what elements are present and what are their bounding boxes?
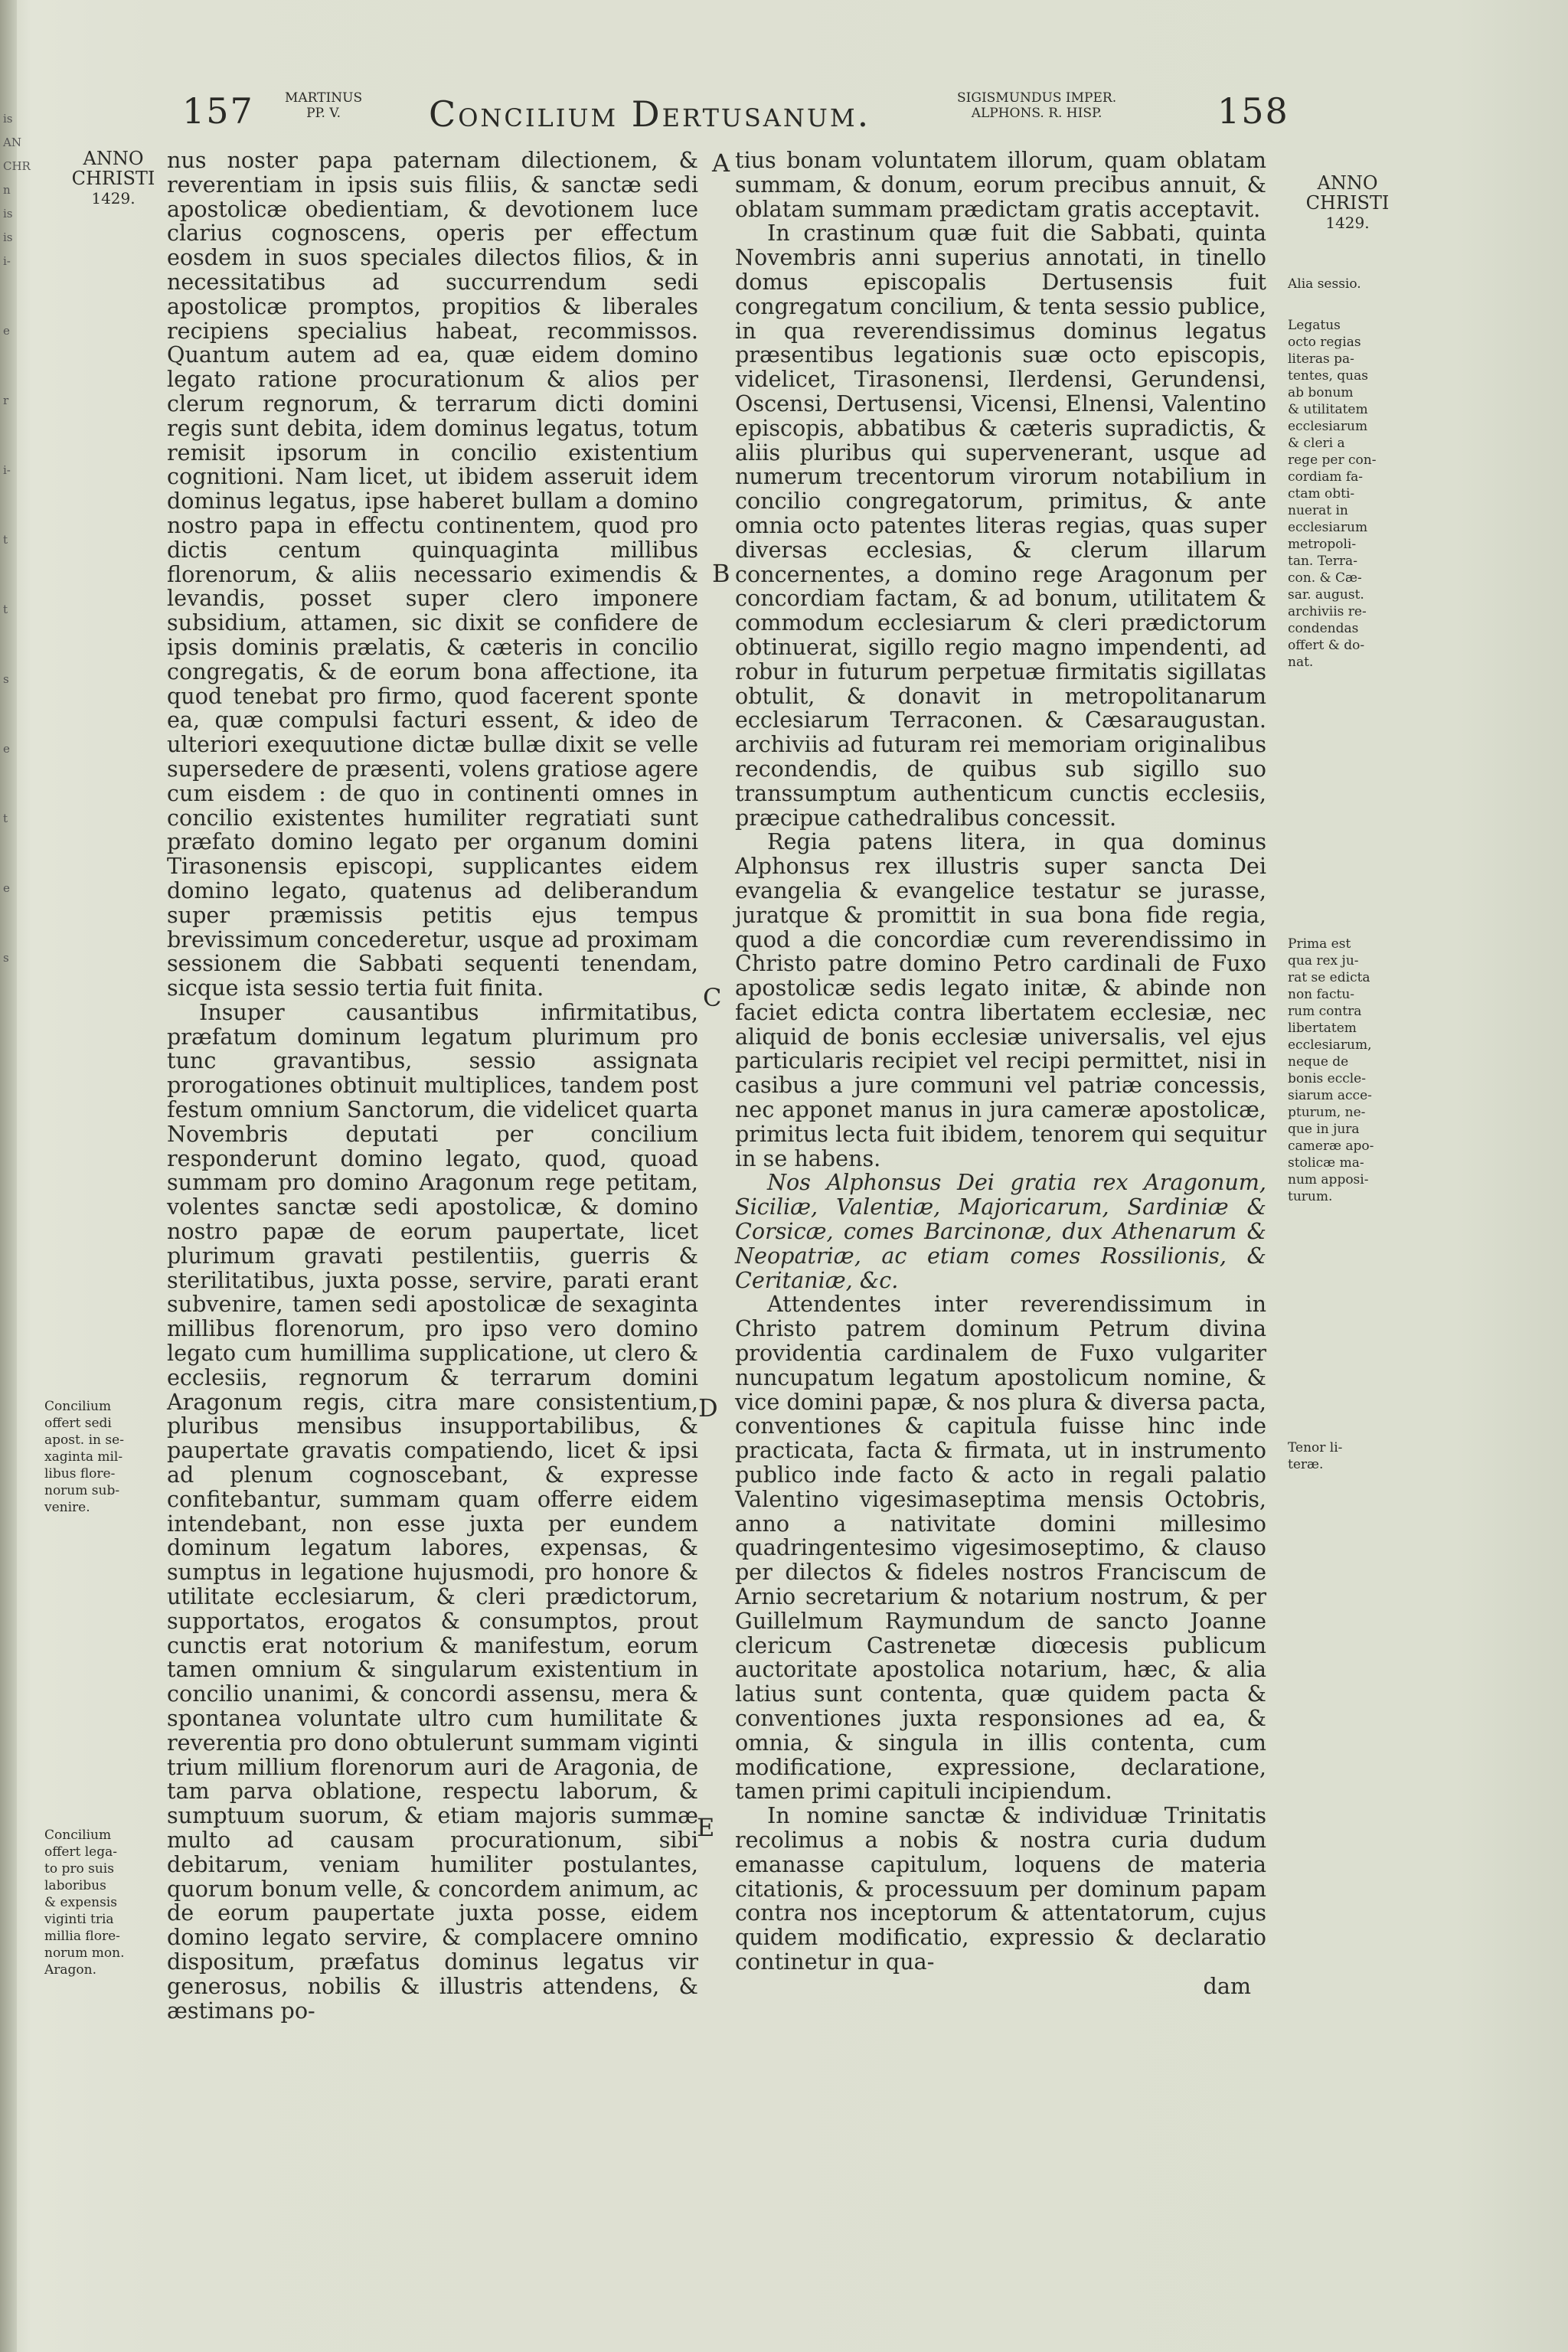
paragraph: Attendentes inter reverendissimum in Christo patrem dominum Petrum divina providentia cardinalem de Fuxo vulgariter nuncupatum legatum apostolicum nomine, & vice domini papæ, & nos plura & diversa pacta, conventiones & capitula fuisse hinc inde practicata, facta & firmata, ut in instrumento publico inde facto & acto in regali palatio Valentino vigesimaseptima mensis Octobris, anno a nativitate domini millesimo quadringentesimo vigesimoseptimo, & clauso per dilectos & fideles nostros Franciscum de Arnio secretarium & notarium nostrum, & per Guillelmum Raymundum de sancto Joanne clericum Castrenetæ diœcesis publicum auctoritate apostolica notarium, hæc, & alia latius sunt contenta, quæ quidem pacta & conventiones juxta responsiones ad ea, & omnia, & singula in illis contenta, cum modificatione, expressione, declaratione, tamen primi capituli incipiendum. bbox=[735, 1291, 1266, 1805]
margin-note-line: metropoli- bbox=[1288, 537, 1357, 552]
right-text-column bbox=[735, 149, 1266, 1999]
page-number-right: 158 bbox=[1217, 90, 1289, 132]
section-letter-a: A bbox=[712, 149, 730, 178]
christi-label: CHRISTI bbox=[1305, 192, 1390, 214]
previous-page-edge bbox=[3, 107, 29, 970]
edge-fragment: AN bbox=[3, 136, 21, 149]
margin-note-line: ecclesiarum bbox=[1288, 520, 1368, 535]
edge-fragment: n bbox=[3, 183, 11, 197]
margin-note-line: norum mon. bbox=[44, 1945, 125, 1961]
anno-label: ANNO bbox=[83, 148, 144, 169]
margin-note-line: turum. bbox=[1288, 1189, 1333, 1204]
edge-fragment: is bbox=[3, 112, 13, 126]
header-note-line: SIGISMUNDUS IMPER. bbox=[957, 90, 1117, 106]
margin-note-line: libus flore- bbox=[44, 1466, 116, 1481]
edge-fragment: e bbox=[3, 324, 10, 338]
margin-note-line: sar. august. bbox=[1288, 587, 1364, 603]
section-letter-e: E bbox=[697, 1813, 715, 1842]
paragraph: tius bonam voluntatem illorum, quam oblatam summam, & donum, eorum precibus annuit, & oblatam summam prædictam gratis acceptavit. bbox=[735, 147, 1266, 222]
margin-note-line: Aragon. bbox=[44, 1962, 97, 1978]
margin-note-line: octo regias bbox=[1288, 335, 1361, 350]
header-note-left bbox=[285, 90, 362, 121]
header-note-right bbox=[957, 90, 1116, 121]
margin-note-line: rat se edicta bbox=[1288, 970, 1370, 985]
margin-note-line: ctam obti- bbox=[1288, 486, 1355, 501]
margin-note-line: to pro suis bbox=[44, 1861, 114, 1877]
margin-note-line: ecclesiarum bbox=[1288, 419, 1368, 434]
margin-note-line: que in jura bbox=[1288, 1122, 1360, 1137]
margin-note-line: & utilitatem bbox=[1288, 402, 1368, 417]
left-margin-note-1 bbox=[44, 1398, 152, 1516]
margin-note-line: viginti tria bbox=[44, 1912, 114, 1927]
margin-note-line: literas pa- bbox=[1288, 351, 1354, 367]
header-note-line: MARTINUS bbox=[285, 90, 363, 106]
margin-note-line: neque de bbox=[1288, 1054, 1349, 1070]
margin-note-line: qua rex ju- bbox=[1288, 953, 1359, 969]
margin-note-line: millia flore- bbox=[44, 1929, 120, 1944]
margin-note-line: teræ. bbox=[1288, 1457, 1324, 1472]
margin-note-line: Concilium bbox=[44, 1399, 112, 1414]
margin-note-line: nuerat in bbox=[1288, 503, 1348, 518]
edge-fragment: CHR bbox=[3, 159, 31, 173]
paragraph: nus noster papa paternam dilectionem, & reverentiam in ipsis suis filiis, & sanctæ sedi apostolicæ obedientiam, & devotionem luce clarius cognoscens, operis per effectum eosdem in suos speciales dilectos filios, & in necessitatibus ad succurrendum sedi apostolicæ promptos, propitios & liberales recipiens specialius habeat, recommissos. Quantum autem ad ea, quæ eidem domino legato ratione procurationum & alios per clerum regnorum, & terrarum dicti domini regis sunt debita, idem dominus legatus, totum remisit ipsorum in concilio existentium cognitioni. Nam licet, ut ibidem asseruit idem dominus legatus, ipse haberet bullam a domino nostro papa in effectu continentem, quod pro dictis centum quinquaginta millibus florenorum, & aliis necessario eximendis & levandis, posset super clero imponere subsidium, attamen, sic dixit se confidere de ipsis dominis prælatis, & cæteris in concilio congregatis, & de eorum bona affectione, ita quod tenebat pro firmo, quod facerent sponte ea, quæ compulsi facturi essent, & ideo de ulteriori exequutione dictæ bullæ dixit se velle supersedere de præsenti, volens gratiose agere cum eisdem : de quo in continenti omnes in concilio existentes humiliter regratiati sunt præfato domino legato per organum domini Tirasonensis episcopi, supplicantes eidem domino legato, quatenus ad deliberandum super præmissis petitis ejus tempus brevissimum concederetur, usque ad proximam sessionem die Sabbati sequenti tenendam, sicque ista sessio tertia fuit finita. bbox=[167, 147, 698, 1001]
edge-fragment: is bbox=[3, 207, 13, 220]
edge-fragment: is bbox=[3, 230, 13, 244]
margin-note-line: laboribus bbox=[44, 1878, 106, 1893]
margin-note-line: condendas bbox=[1288, 621, 1359, 636]
margin-note-line: nat. bbox=[1288, 655, 1314, 670]
margin-note-line: non factu- bbox=[1288, 987, 1355, 1002]
paragraph: Insuper causantibus infirmitatibus, præfatum dominum legatum plurimum pro tunc gravantibus, sessio assignata prorogationes obtinuit multiplices, tandem post festum omnium Sanctorum, die videlicet quarta Novembris deputati per concilium responderunt domino legato, quod, quoad summam pro domino Aragonum rege petitam, volentes sanctæ sedi apostolicæ, & domino nostro papæ de eorum paupertate, licet plurimum gravati pestilentiis, guerris & sterilitatibus, juxta posse, servire, parati erant subvenire, tamen sedi apostolicæ de sexaginta millibus florenorum, pro ipso vero domino legato cum humillima supplicatione, ut clero & ecclesiis, regnorum & terrarum domini Aragonum regis, citra mare consistentium, pluribus mensibus insupportabilibus, & paupertate gravatis compatiendo, licet & ipsi ad plenum cognoscebant, & expresse confitebantur, summam quam offerre eidem intendebant, non esse juxta per eundem dominum legatum labores, expensas, & sumptus in legatione hujusmodi, pro honore & utilitate ecclesiarum, & cleri prædictorum, supportatos, erogatos & consumptos, prout cunctis erat notorium & manifestum, eorum tamen omnium & singularum existentium in concilio unanimi, & concordi assensu, mera & spontanea voluntate ultro cum humilitate & reverentia pro dono obtulerunt summam viginti trium millium florenorum auri de Aragonia, de tam parva oblatione, respectu laborum, & sumptuum suorum, & etiam majoris summæ multo ad causam procurationum, sibi debitarum, veniam humiliter postulantes, quorum bonum velle, & concordem animum, ac de eorum paupertate juxta posse, eidem domino legato servire, & complacere omnino dispositum, præfatus dominus legatus vir generosus, nobilis & illustris attendens, & æstimans po- bbox=[167, 998, 698, 2024]
edge-fragment: s bbox=[3, 672, 9, 686]
margin-note-line: rege per con- bbox=[1288, 452, 1377, 468]
margin-note-line: offert & do- bbox=[1288, 638, 1365, 653]
paragraph: In crastinum quæ fuit die Sabbati, quinta Novembris anni superius annotati, in tinello domus episcopalis Dertusensis fuit congregatum concilium, & tenta sessio publice, in qua reverendissimus dominus legatus præsentibus legationis suæ octo episcopis, videlicet, Tirasonensi, Ilerdensi, Gerundensi, Oscensi, Dertusensi, Vicensi, Elnensi, Valentino episcopis, abbatibus & cæteris supradictis, & aliis pluribus qui supervenerant, usque ad numerum trecentorum virorum notabilium in concilio congregatorum, primitus, & ante omnia octo patentes literas regias, quas super diversas ecclesias, & clerum illarum concernentes, a domino rege Aragonum per concordiam factam, & ad bonum, utilitatem & commodum ecclesiarum & cleri prædictorum obtinuerat, sigillo regio magno impendenti, ad robur in futurum perpetuæ firmitatis sigillatas obtulit, & donavit in metropolitanarum ecclesiarum Terraconen. & Cæsaraugustan. archiviis ad futuram rei memoriam originalibus recondendis, de quibus sub sigillo suo transsumptum authenticum cunctis ecclesiis, præcipue cathedralibus concessit. bbox=[735, 220, 1266, 831]
margin-note-line: libertatem bbox=[1288, 1021, 1357, 1036]
margin-note-line: rum contra bbox=[1288, 1004, 1362, 1019]
margin-note-line: norum sub- bbox=[44, 1483, 120, 1498]
right-margin-note-3 bbox=[1288, 936, 1403, 1205]
edge-fragment: r bbox=[3, 394, 9, 407]
anno-label: ANNO bbox=[1317, 172, 1378, 194]
margin-note-line: cameræ apo- bbox=[1288, 1138, 1374, 1154]
margin-note-line: Alia sessio. bbox=[1288, 276, 1361, 292]
paragraph: Regia patens litera, in qua dominus Alphonsus rex illustris super sancta Dei evangelia & evangelice testatur se jurasse, juratque & promittit in sua bona fide regia, quod a die concordiæ cum reverendissimo in Christo patre domino Petro cardinali de Fuxo apostolicæ sedis legato initæ, & abinde non faciet edicta contra libertatem ecclesiæ, nec aliquid de bonis ecclesiæ universalis, vel ejus particularis recipiet vel recipi permittet, nisi in casibus a jure communi vel patriæ concessis, nec apponet manus in jura cameræ apostolicæ, primitus lecta fuit ibidem, tenorem qui sequitur in se habens. bbox=[735, 828, 1266, 1171]
year-label: 1429. bbox=[91, 189, 136, 207]
margin-note-line: archiviis re- bbox=[1288, 604, 1367, 619]
page-number-left: 157 bbox=[182, 90, 254, 132]
margin-note-line: xaginta mil- bbox=[44, 1449, 123, 1465]
margin-note-line: stolicæ ma- bbox=[1288, 1155, 1364, 1171]
edge-fragment: t bbox=[3, 533, 8, 547]
margin-note-line: Legatus bbox=[1288, 318, 1341, 333]
header-note-line: ALPHONS. R. HISP. bbox=[971, 106, 1102, 121]
anno-christi-right bbox=[1294, 173, 1401, 233]
edge-fragment: t bbox=[3, 603, 8, 616]
margin-note-line: offert lega- bbox=[44, 1844, 117, 1860]
right-margin-note-1 bbox=[1288, 276, 1403, 292]
margin-note-line: tentes, quas bbox=[1288, 368, 1368, 384]
anno-christi-left bbox=[60, 149, 167, 208]
section-letter-c: C bbox=[703, 983, 722, 1012]
right-margin-note-4 bbox=[1288, 1439, 1403, 1473]
edge-fragment: i- bbox=[3, 254, 11, 268]
edge-fragment: s bbox=[3, 951, 9, 965]
section-letter-d: D bbox=[698, 1393, 718, 1423]
margin-note-line: pturum, ne- bbox=[1288, 1105, 1366, 1120]
edge-fragment: t bbox=[3, 812, 8, 825]
year-label: 1429. bbox=[1325, 214, 1370, 232]
margin-note-line: siarum acce- bbox=[1288, 1088, 1372, 1103]
margin-note-line: & cleri a bbox=[1288, 436, 1345, 451]
left-margin-note-2 bbox=[44, 1827, 152, 1978]
royal-title-paragraph: Nos Alphonsus Dei gratia rex Aragonum, Siciliæ, Valentiæ, Majoricarum, Sardiniæ & Corsicæ, comes Barcinonæ, dux Athenarum & Neopatriæ, ac etiam comes Rossilionis, & Ceritaniæ, &c. bbox=[735, 1169, 1266, 1293]
margin-note-line: con. & Cæ- bbox=[1288, 570, 1362, 586]
margin-note-line: venire. bbox=[44, 1500, 90, 1515]
margin-note-line: Prima est bbox=[1288, 936, 1351, 952]
right-margin-note-2 bbox=[1288, 317, 1403, 671]
paragraph: In nomine sanctæ & individuæ Trinitatis recolimus a nobis & nostra curia dudum emanasse capitulum, loquens de materia citationis, & processuum per dominum papam contra nos inceptorum & attentatorum, cujus quidem modificatio, expressio & declaratio continetur in qua- bbox=[735, 1802, 1266, 1975]
margin-note-line: ab bonum bbox=[1288, 385, 1354, 400]
edge-fragment: e bbox=[3, 881, 10, 895]
left-text-column bbox=[167, 149, 698, 2023]
section-letter-b: B bbox=[712, 559, 730, 588]
christi-label: CHRISTI bbox=[71, 168, 155, 189]
margin-note-line: Tenor li- bbox=[1288, 1440, 1343, 1455]
edge-fragment: e bbox=[3, 742, 10, 756]
header-note-line: PP. V. bbox=[306, 106, 341, 121]
margin-note-line: offert sedi bbox=[44, 1416, 112, 1431]
margin-note-line: apost. in se- bbox=[44, 1432, 124, 1448]
running-title: Concilium Dertusanum. bbox=[429, 93, 871, 135]
edge-fragment: i- bbox=[3, 463, 11, 477]
margin-note-line: Concilium bbox=[44, 1828, 112, 1843]
margin-note-line: ecclesiarum, bbox=[1288, 1037, 1372, 1053]
margin-note-line: tan. Terra- bbox=[1288, 554, 1357, 569]
catchword: dam bbox=[1203, 1972, 1251, 1999]
margin-note-line: & expensis bbox=[44, 1895, 117, 1910]
margin-note-line: cordiam fa- bbox=[1288, 469, 1364, 485]
margin-note-line: bonis eccle- bbox=[1288, 1071, 1366, 1086]
margin-note-line: num apposi- bbox=[1288, 1172, 1369, 1187]
